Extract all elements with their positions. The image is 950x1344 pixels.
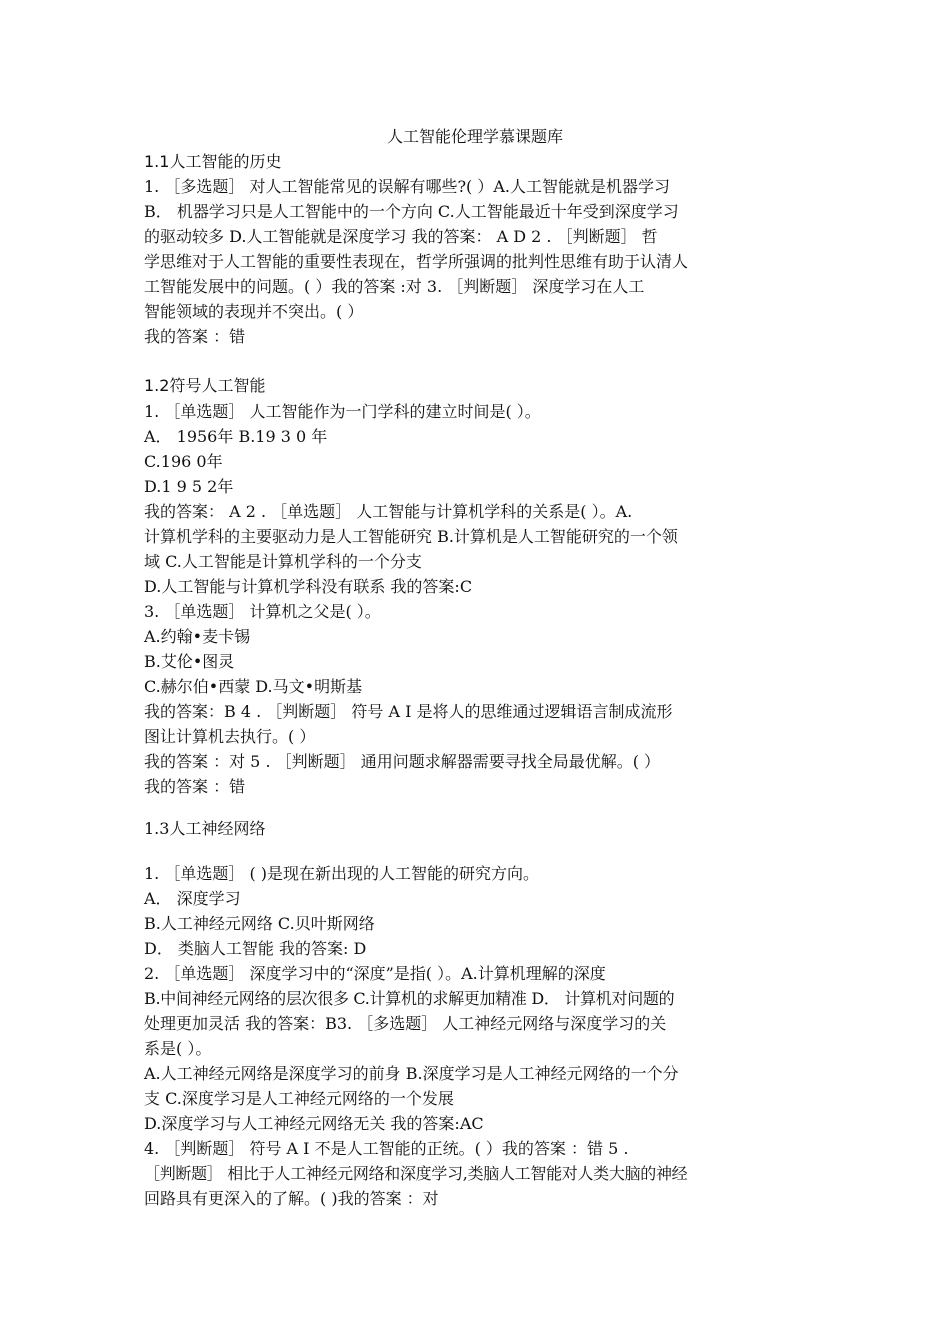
question-text-line: B． 机器学习只是人工智能中的一个方向 C.人工智能最近十年受到深度学习 — [144, 202, 679, 221]
question-text-line: 系是( ）。 — [144, 1039, 212, 1058]
option-line: 域 C.人工智能是计算机学科的一个分支 — [144, 552, 422, 571]
option-line: B.艾伦•图灵 — [144, 652, 235, 671]
question-text-line: 学思维对于人工智能的重要性表现在，哲学所强调的批判性思维有助于认清人 — [144, 252, 689, 271]
option-line: 计算机学科的主要驱动力是人工智能研究 B.计算机是人工智能研究的一个领 — [144, 527, 678, 546]
answer-line: 我的答案 ：错 — [144, 777, 246, 796]
option-line: D.1 9 5 2年 — [144, 477, 234, 496]
section-body-history — [144, 174, 824, 349]
question-text-line: 2. ［单选题］ 深度学习中的“深度”是指( ）。A.计算机理解的深度 — [144, 964, 606, 983]
question-text-line: 1. ［多选题］ 对人工智能常见的误解有哪些?( ）A.人工智能就是机器学习 — [144, 177, 670, 196]
question-text-line: 图让计算机去执行。( ） — [144, 727, 316, 746]
section-body-neural-networks — [144, 861, 824, 1211]
option-line: C.196 0年 — [144, 452, 223, 471]
option-line: A.约翰•麦卡锡 — [144, 627, 251, 646]
answer-line: 回路具有更深入的了解。( )我的答案 ：对 — [144, 1189, 439, 1208]
option-line: B.人工神经元网络 C.贝叶斯网络 — [144, 914, 375, 933]
section-heading-neural-networks: 1.3人工神经网络 — [144, 819, 266, 838]
option-line: A.人工神经元网络是深度学习的前身 B.深度学习是人工神经元网络的一个分 — [144, 1064, 679, 1083]
section-heading-history: 1.1人工智能的历史 — [144, 152, 282, 171]
question-text-line: 工智能发展中的问题。( ）我的答案 :对 3. ［判断题］ 深度学习在人工 — [144, 277, 645, 296]
option-line: B.中间神经元网络的层次很多 C.计算机的求解更加精准 D． 计算机对问题的 — [144, 989, 675, 1008]
answer-line: 处理更加灵活 我的答案：B3. ［多选题］ 人工神经元网络与深度学习的关 — [144, 1014, 667, 1033]
answer-line: D． 类脑人工智能 我的答案: D — [144, 939, 367, 958]
document-title: 人工智能伦理学慕课题库 — [386, 127, 563, 146]
answer-line: 我的答案 ：错 — [144, 327, 246, 346]
question-text-line: 的驱动较多 D.人工智能就是深度学习 我的答案： A D 2 . ［判断题］ 哲 — [144, 227, 658, 246]
question-text-line: 3. ［单选题］ 计算机之父是( ）。 — [144, 602, 381, 621]
question-text-line: 1. ［单选题］ 人工智能作为一门学科的建立时间是( ）。 — [144, 402, 541, 421]
question-text-line: 智能领域的表现并不突出。( ） — [144, 302, 364, 321]
answer-line: 我的答案：B 4 . ［判断题］ 符号 A I 是将人的思维通过逻辑语言制成流形 — [144, 702, 673, 721]
option-line: A． 1956年 B.19 3 0 年 — [144, 427, 328, 446]
option-line: A． 深度学习 — [144, 889, 241, 908]
option-line: D.人工智能与计算机学科没有联系 我的答案:C — [144, 577, 473, 596]
answer-line: D.深度学习与人工神经元网络无关 我的答案:AC — [144, 1114, 484, 1133]
section-body-symbolic-ai — [144, 399, 824, 799]
option-line: 支 C.深度学习是人工神经元网络的一个发展 — [144, 1089, 454, 1108]
question-text-line: ［判断题］ 相比于人工神经元网络和深度学习,类脑人工智能对人类大脑的神经 — [144, 1164, 688, 1183]
question-text-line: 1. ［单选题］ ( )是现在新出现的人工智能的研究方向。 — [144, 864, 540, 883]
answer-line: 我的答案： A 2 . ［单选题］ 人工智能与计算机学科的关系是( ）。A. — [144, 502, 633, 521]
answer-line: 我的答案 ：对 5 . ［判断题］ 通用问题求解器需要寻找全局最优解。( ） — [144, 752, 661, 771]
section-heading-symbolic-ai: 1.2符号人工智能 — [144, 376, 266, 395]
question-text-line: 4. ［判断题］ 符号 A I 不是人工智能的正统。( ）我的答案 ：错 5 . — [144, 1139, 629, 1158]
option-line: C.赫尔伯•西蒙 D.马文•明斯基 — [144, 677, 363, 696]
